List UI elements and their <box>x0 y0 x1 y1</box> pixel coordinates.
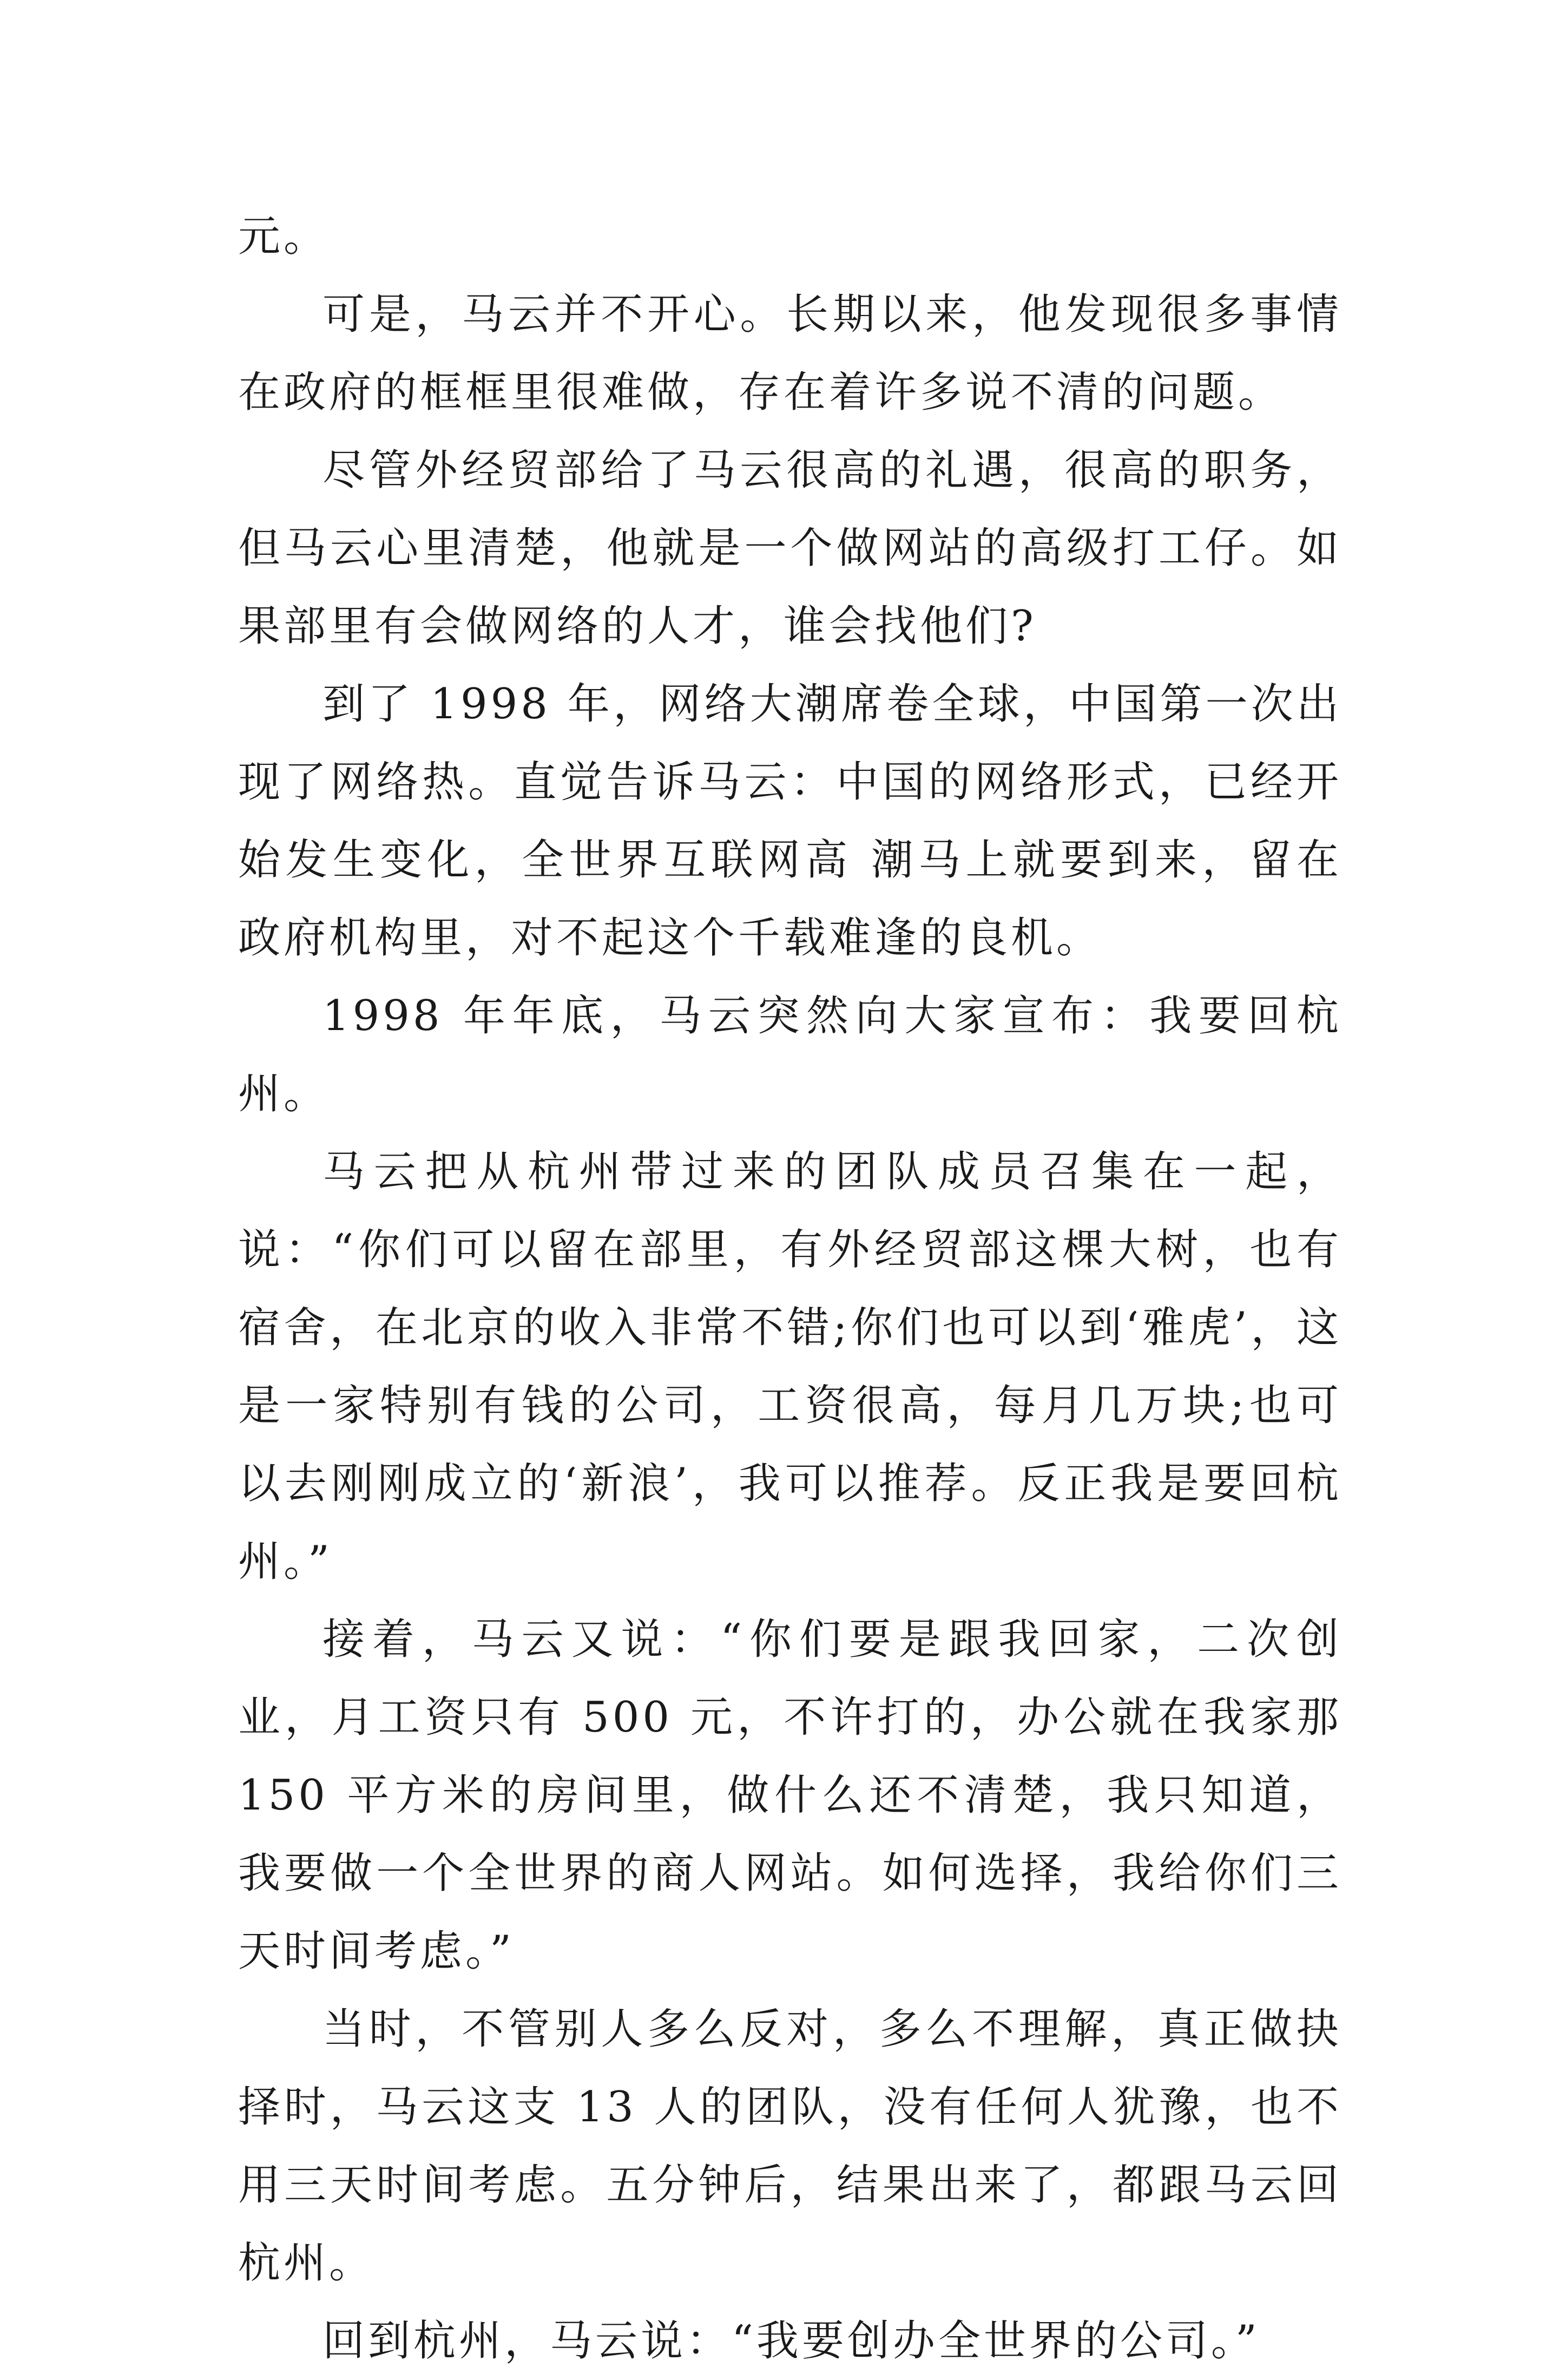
paragraph: 马云把从杭州带过来的团队成员召集在一起，说：“你们可以留在部里，有外经贸部这棵大树，也有宿舍，在北京的收入非常不错;你们也可以到‘雅虎’，这是一家特别有钱的公司，工资很高，每月几万块;也可以去刚刚成立的‘新浪’，我可以推荐。反正我是要回杭州。” <box>238 1148 1342 1586</box>
paragraph: 尽管外经贸部给了马云很高的礼遇，很高的职务，但马云心里清楚，他就是一个做网站的高级打工仔。如果部里有会做网络的人才，谁会找他们? <box>238 446 1342 651</box>
paragraph-continued: 元。 <box>238 212 330 261</box>
paragraph: 回到杭州，马云说：“我要创办全世界的公司。” <box>323 2317 1260 2365</box>
paragraph: 1998 年年底，马云突然向大家宣布：我要回杭州。 <box>238 992 1342 1118</box>
paragraph: 当时，不管别人多么反对，多么不理解，真正做抉择时，马云这支 13 人的团队，没有任何人犹豫，也不用三天时间考虑。五分钟后，结果出来了，都跟马云回杭州。 <box>238 2005 1342 2287</box>
paragraph: 可是，马云并不开心。长期以来，他发现很多事情在政府的框框里很难做，存在着许多说不清的问题。 <box>238 290 1342 417</box>
paragraph: 到了 1998 年，网络大潮席卷全球，中国第一次出现了网络热。直觉告诉马云：中国的网络形式，已经开始发生变化，全世界互联网高 潮马上就要到来，留在政府机构里，对不起这个千载难逢的良机。 <box>238 680 1342 962</box>
body-text <box>238 198 1342 2380</box>
paragraph: 接着，马云又说：“你们要是跟我回家，二次创业，月工资只有 500 元，不许打的，办公就在我家那 150 平方米的房间里，做什么还不清楚，我只知道，我要做一个全世界的商人网站。如何选择，我给你们三天时间考虑。” <box>238 1615 1342 1976</box>
